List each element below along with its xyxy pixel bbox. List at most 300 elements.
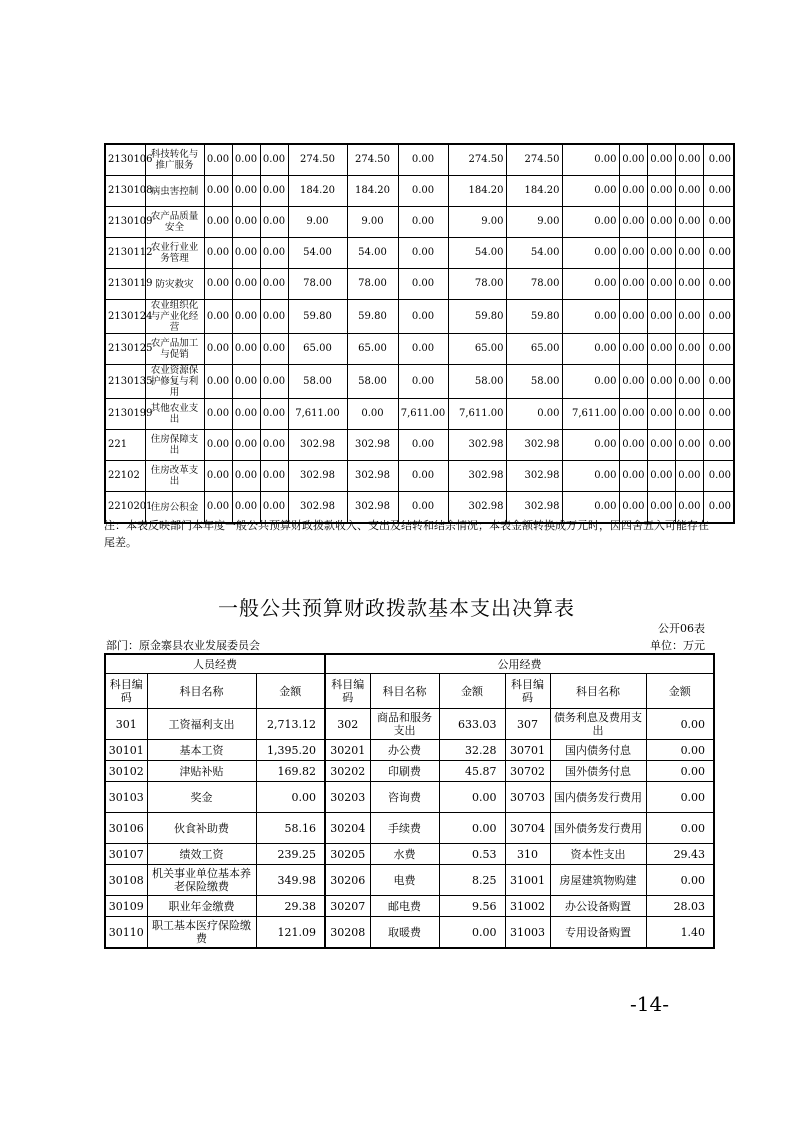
row-name: 病虫害控制	[145, 176, 204, 207]
amount-cell: 0.00	[398, 334, 448, 365]
amount-cell: 0.00	[260, 430, 288, 461]
public-code: 30204	[325, 813, 370, 844]
row-name: 其他农业支出	[145, 399, 204, 430]
row-code: 221	[105, 430, 145, 461]
public-amount: 45.87	[439, 761, 505, 782]
amount-cell: 0.00	[562, 144, 619, 176]
amount-cell: 0.00	[398, 492, 448, 524]
personnel-code: 301	[105, 709, 147, 740]
amount-cell: 0.00	[703, 238, 734, 269]
table-row	[105, 461, 734, 492]
table-row	[105, 896, 714, 917]
public-name: 国内债务付息	[550, 740, 646, 761]
header-code: 科目编码	[325, 674, 370, 709]
amount-cell: 0.00	[398, 238, 448, 269]
amount-cell: 0.00	[675, 207, 703, 238]
amount-cell: 0.00	[232, 461, 260, 492]
amount-cell: 0.00	[647, 430, 675, 461]
amount-cell: 302.98	[347, 430, 398, 461]
public-name: 水费	[370, 844, 439, 865]
public-name: 国内债务发行费用	[550, 782, 646, 813]
amount-cell: 0.00	[232, 399, 260, 430]
amount-cell: 0.00	[562, 461, 619, 492]
personnel-name: 职业年金缴费	[147, 896, 256, 917]
amount-cell: 0.00	[204, 430, 232, 461]
public-amount: 633.03	[439, 709, 505, 740]
public-name: 电费	[370, 865, 439, 896]
public-amount: 0.00	[646, 865, 714, 896]
public-amount: 9.56	[439, 896, 505, 917]
appropriation-detail-table	[104, 143, 735, 524]
basic-expenditure-table	[104, 653, 715, 949]
amount-cell: 302.98	[506, 430, 562, 461]
header-name: 科目名称	[147, 674, 256, 709]
public-name: 商品和服务支出	[370, 709, 439, 740]
row-name: 农业资源保护修复与利用	[145, 365, 204, 399]
amount-cell: 0.00	[675, 399, 703, 430]
amount-cell: 0.00	[232, 492, 260, 524]
public-amount: 29.43	[646, 844, 714, 865]
row-name: 农产品质量安全	[145, 207, 204, 238]
amount-cell: 0.00	[675, 176, 703, 207]
row-code: 2130125	[105, 334, 145, 365]
amount-cell: 0.00	[703, 492, 734, 524]
personnel-amount: 239.25	[256, 844, 325, 865]
public-code: 30205	[325, 844, 370, 865]
table-number: 公开06表	[658, 622, 705, 635]
amount-cell: 0.00	[619, 399, 647, 430]
amount-cell: 0.00	[675, 430, 703, 461]
amount-cell: 0.00	[562, 365, 619, 399]
amount-cell: 58.00	[448, 365, 506, 399]
public-name: 手续费	[370, 813, 439, 844]
amount-cell: 0.00	[398, 144, 448, 176]
amount-cell: 59.80	[448, 300, 506, 334]
personnel-code: 30103	[105, 782, 147, 813]
public-code: 30207	[325, 896, 370, 917]
amount-cell: 0.00	[398, 176, 448, 207]
amount-cell: 0.00	[260, 238, 288, 269]
amount-cell: 0.00	[703, 300, 734, 334]
header-amount: 金额	[439, 674, 505, 709]
header-amount: 金额	[256, 674, 325, 709]
public-code: 31001	[505, 865, 550, 896]
amount-cell: 0.00	[204, 176, 232, 207]
page-number: -14-	[630, 992, 669, 1016]
amount-cell: 0.00	[703, 461, 734, 492]
table-row	[105, 269, 734, 300]
amount-cell: 0.00	[647, 300, 675, 334]
amount-cell: 0.00	[204, 492, 232, 524]
amount-cell: 0.00	[675, 144, 703, 176]
amount-cell: 302.98	[448, 430, 506, 461]
amount-cell: 0.00	[562, 176, 619, 207]
personnel-name: 伙食补助费	[147, 813, 256, 844]
personnel-amount: 121.09	[256, 917, 325, 949]
amount-cell: 0.00	[506, 399, 562, 430]
amount-cell: 0.00	[647, 492, 675, 524]
amount-cell: 0.00	[232, 238, 260, 269]
page-title: 一般公共预算财政拨款基本支出决算表	[218, 596, 575, 620]
table-row	[105, 238, 734, 269]
amount-cell: 0.00	[232, 430, 260, 461]
amount-cell: 54.00	[347, 238, 398, 269]
amount-cell: 0.00	[619, 300, 647, 334]
public-code: 30201	[325, 740, 370, 761]
amount-cell: 0.00	[260, 144, 288, 176]
amount-cell: 0.00	[398, 430, 448, 461]
personnel-code: 30101	[105, 740, 147, 761]
amount-cell: 58.00	[288, 365, 347, 399]
group-header-public: 公用经费	[325, 654, 714, 674]
public-code: 307	[505, 709, 550, 740]
amount-cell: 0.00	[675, 365, 703, 399]
amount-cell: 9.00	[506, 207, 562, 238]
amount-cell: 0.00	[232, 300, 260, 334]
amount-cell: 7,611.00	[288, 399, 347, 430]
amount-cell: 0.00	[703, 269, 734, 300]
amount-cell: 0.00	[232, 176, 260, 207]
amount-cell: 0.00	[260, 334, 288, 365]
table-row	[105, 917, 714, 949]
personnel-amount: 2,713.12	[256, 709, 325, 740]
public-amount: 0.00	[646, 740, 714, 761]
row-code: 2130106	[105, 144, 145, 176]
amount-cell: 0.00	[703, 207, 734, 238]
row-code: 2130124	[105, 300, 145, 334]
public-code: 30703	[505, 782, 550, 813]
amount-cell: 0.00	[647, 365, 675, 399]
amount-cell: 0.00	[562, 492, 619, 524]
public-amount: 0.00	[646, 761, 714, 782]
row-name: 农业行业业务管理	[145, 238, 204, 269]
public-code: 30203	[325, 782, 370, 813]
amount-cell: 0.00	[562, 238, 619, 269]
table-row	[105, 782, 714, 813]
amount-cell: 0.00	[619, 365, 647, 399]
amount-cell: 0.00	[647, 399, 675, 430]
amount-cell: 302.98	[288, 461, 347, 492]
amount-cell: 65.00	[448, 334, 506, 365]
amount-cell: 0.00	[398, 207, 448, 238]
amount-cell: 0.00	[619, 334, 647, 365]
amount-cell: 0.00	[260, 461, 288, 492]
table-row	[105, 399, 734, 430]
personnel-name: 职工基本医疗保险缴费	[147, 917, 256, 949]
amount-cell: 0.00	[204, 144, 232, 176]
amount-cell: 0.00	[204, 300, 232, 334]
amount-cell: 58.00	[506, 365, 562, 399]
amount-cell: 184.20	[448, 176, 506, 207]
personnel-amount: 58.16	[256, 813, 325, 844]
amount-cell: 0.00	[562, 430, 619, 461]
public-name: 债务利息及费用支出	[550, 709, 646, 740]
public-name: 取暖费	[370, 917, 439, 949]
public-code: 310	[505, 844, 550, 865]
public-name: 邮电费	[370, 896, 439, 917]
amount-cell: 0.00	[647, 176, 675, 207]
row-name: 住房改革支出	[145, 461, 204, 492]
amount-cell: 65.00	[288, 334, 347, 365]
amount-cell: 78.00	[506, 269, 562, 300]
personnel-amount: 1,395.20	[256, 740, 325, 761]
public-amount: 0.00	[439, 813, 505, 844]
personnel-name: 津贴补贴	[147, 761, 256, 782]
personnel-amount: 169.82	[256, 761, 325, 782]
amount-cell: 0.00	[232, 207, 260, 238]
amount-cell: 0.00	[675, 269, 703, 300]
amount-cell: 0.00	[619, 430, 647, 461]
amount-cell: 0.00	[232, 269, 260, 300]
amount-cell: 78.00	[448, 269, 506, 300]
amount-cell: 7,611.00	[398, 399, 448, 430]
table-row	[105, 334, 734, 365]
amount-cell: 0.00	[232, 365, 260, 399]
amount-cell: 184.20	[288, 176, 347, 207]
group-header-personnel: 人员经费	[105, 654, 325, 674]
public-code: 31003	[505, 917, 550, 949]
amount-cell: 0.00	[619, 492, 647, 524]
header-code: 科目编码	[105, 674, 147, 709]
personnel-code: 30109	[105, 896, 147, 917]
amount-cell: 0.00	[647, 207, 675, 238]
amount-cell: 0.00	[619, 144, 647, 176]
amount-cell: 0.00	[703, 176, 734, 207]
amount-cell: 0.00	[647, 144, 675, 176]
amount-cell: 58.00	[347, 365, 398, 399]
header-name: 科目名称	[370, 674, 439, 709]
row-name: 农业组织化与产业化经营	[145, 300, 204, 334]
amount-cell: 0.00	[619, 176, 647, 207]
row-code: 2130109	[105, 207, 145, 238]
public-name: 国外债务付息	[550, 761, 646, 782]
header-code: 科目编码	[505, 674, 550, 709]
amount-cell: 0.00	[562, 269, 619, 300]
public-name: 资本性支出	[550, 844, 646, 865]
amount-cell: 0.00	[204, 238, 232, 269]
amount-cell: 302.98	[506, 461, 562, 492]
personnel-code: 30106	[105, 813, 147, 844]
amount-cell: 0.00	[619, 238, 647, 269]
amount-cell: 0.00	[398, 461, 448, 492]
row-code: 2130108	[105, 176, 145, 207]
amount-cell: 0.00	[260, 207, 288, 238]
amount-cell: 9.00	[288, 207, 347, 238]
amount-cell: 54.00	[288, 238, 347, 269]
public-amount: 0.00	[646, 782, 714, 813]
amount-cell: 0.00	[260, 176, 288, 207]
amount-cell: 0.00	[675, 238, 703, 269]
amount-cell: 59.80	[288, 300, 347, 334]
table-row	[105, 761, 714, 782]
table-row	[105, 207, 734, 238]
amount-cell: 0.00	[647, 334, 675, 365]
public-amount: 28.03	[646, 896, 714, 917]
amount-cell: 0.00	[260, 399, 288, 430]
amount-cell: 7,611.00	[562, 399, 619, 430]
amount-cell: 0.00	[204, 207, 232, 238]
table-row	[105, 709, 714, 740]
table-row	[105, 365, 734, 399]
row-name: 住房公积金	[145, 492, 204, 524]
amount-cell: 65.00	[506, 334, 562, 365]
amount-cell: 0.00	[232, 144, 260, 176]
amount-cell: 0.00	[647, 269, 675, 300]
personnel-code: 30108	[105, 865, 147, 896]
amount-cell: 0.00	[260, 492, 288, 524]
amount-cell: 0.00	[703, 430, 734, 461]
table-row	[105, 865, 714, 896]
row-name: 防灾救灾	[145, 269, 204, 300]
amount-cell: 0.00	[647, 461, 675, 492]
amount-cell: 184.20	[347, 176, 398, 207]
public-amount: 0.00	[646, 709, 714, 740]
amount-cell: 0.00	[675, 492, 703, 524]
personnel-code: 30102	[105, 761, 147, 782]
amount-cell: 65.00	[347, 334, 398, 365]
amount-cell: 0.00	[398, 365, 448, 399]
amount-cell: 0.00	[703, 144, 734, 176]
amount-cell: 0.00	[347, 399, 398, 430]
table-row	[105, 430, 734, 461]
amount-cell: 7,611.00	[448, 399, 506, 430]
table-row	[105, 844, 714, 865]
public-amount: 0.00	[439, 782, 505, 813]
personnel-name: 绩效工资	[147, 844, 256, 865]
amount-cell: 0.00	[204, 334, 232, 365]
public-code: 30702	[505, 761, 550, 782]
public-name: 国外债务发行费用	[550, 813, 646, 844]
personnel-name: 基本工资	[147, 740, 256, 761]
row-code: 2210201	[105, 492, 145, 524]
personnel-amount: 29.38	[256, 896, 325, 917]
amount-cell: 59.80	[506, 300, 562, 334]
public-code: 30704	[505, 813, 550, 844]
amount-cell: 0.00	[675, 334, 703, 365]
department-label: 部门：原金寨县农业发展委员会	[106, 639, 260, 652]
public-code: 302	[325, 709, 370, 740]
amount-cell: 78.00	[288, 269, 347, 300]
amount-cell: 0.00	[204, 399, 232, 430]
row-code: 22102	[105, 461, 145, 492]
public-amount: 0.00	[646, 813, 714, 844]
header-name: 科目名称	[550, 674, 646, 709]
amount-cell: 302.98	[347, 492, 398, 524]
amount-cell: 9.00	[448, 207, 506, 238]
row-code: 2130112	[105, 238, 145, 269]
table-row	[105, 176, 734, 207]
amount-cell: 274.50	[448, 144, 506, 176]
personnel-name: 奖金	[147, 782, 256, 813]
personnel-name: 机关事业单位基本养老保险缴费	[147, 865, 256, 896]
amount-cell: 0.00	[398, 269, 448, 300]
amount-cell: 0.00	[703, 334, 734, 365]
amount-cell: 302.98	[506, 492, 562, 524]
public-code: 30202	[325, 761, 370, 782]
table-row	[105, 813, 714, 844]
amount-cell: 0.00	[562, 300, 619, 334]
table-row	[105, 144, 734, 176]
amount-cell: 78.00	[347, 269, 398, 300]
amount-cell: 302.98	[347, 461, 398, 492]
amount-cell: 274.50	[288, 144, 347, 176]
amount-cell: 59.80	[347, 300, 398, 334]
amount-cell: 0.00	[398, 300, 448, 334]
header-amount: 金额	[646, 674, 714, 709]
row-name: 住房保障支出	[145, 430, 204, 461]
public-name: 办公费	[370, 740, 439, 761]
amount-cell: 9.00	[347, 207, 398, 238]
row-code: 2130119	[105, 269, 145, 300]
public-name: 咨询费	[370, 782, 439, 813]
amount-cell: 0.00	[204, 461, 232, 492]
table-footnote: 注：本表反映部门本年度一般公共预算财政拨款收入、支出及结转和结余情况；本表金额转换成万元时，因四舍五入可能存在尾差。	[104, 519, 709, 549]
amount-cell: 302.98	[448, 461, 506, 492]
public-code: 30206	[325, 865, 370, 896]
public-amount: 8.25	[439, 865, 505, 896]
unit-label: 单位：万元	[650, 639, 705, 652]
amount-cell: 0.00	[675, 300, 703, 334]
personnel-code: 30107	[105, 844, 147, 865]
amount-cell: 0.00	[204, 365, 232, 399]
personnel-amount: 349.98	[256, 865, 325, 896]
public-amount: 1.40	[646, 917, 714, 949]
row-code: 2130135	[105, 365, 145, 399]
personnel-code: 30110	[105, 917, 147, 949]
amount-cell: 0.00	[260, 300, 288, 334]
amount-cell: 0.00	[675, 461, 703, 492]
amount-cell: 0.00	[619, 461, 647, 492]
table-row	[105, 740, 714, 761]
amount-cell: 0.00	[562, 334, 619, 365]
amount-cell: 0.00	[703, 365, 734, 399]
amount-cell: 274.50	[506, 144, 562, 176]
row-name: 科技转化与推广服务	[145, 144, 204, 176]
amount-cell: 0.00	[703, 399, 734, 430]
amount-cell: 54.00	[506, 238, 562, 269]
personnel-name: 工资福利支出	[147, 709, 256, 740]
public-name: 印刷费	[370, 761, 439, 782]
public-amount: 0.00	[439, 917, 505, 949]
public-code: 30701	[505, 740, 550, 761]
amount-cell: 302.98	[288, 492, 347, 524]
amount-cell: 0.00	[647, 238, 675, 269]
amount-cell: 184.20	[506, 176, 562, 207]
amount-cell: 302.98	[288, 430, 347, 461]
public-name: 专用设备购置	[550, 917, 646, 949]
public-name: 办公设备购置	[550, 896, 646, 917]
public-code: 31002	[505, 896, 550, 917]
amount-cell: 0.00	[232, 334, 260, 365]
row-name: 农产品加工与促销	[145, 334, 204, 365]
public-amount: 32.28	[439, 740, 505, 761]
amount-cell: 0.00	[619, 269, 647, 300]
public-name: 房屋建筑物购建	[550, 865, 646, 896]
amount-cell: 0.00	[260, 269, 288, 300]
amount-cell: 0.00	[204, 269, 232, 300]
amount-cell: 54.00	[448, 238, 506, 269]
row-code: 2130199	[105, 399, 145, 430]
amount-cell: 0.00	[260, 365, 288, 399]
public-amount: 0.53	[439, 844, 505, 865]
table-row	[105, 300, 734, 334]
amount-cell: 0.00	[619, 207, 647, 238]
public-code: 30208	[325, 917, 370, 949]
amount-cell: 302.98	[448, 492, 506, 524]
personnel-amount: 0.00	[256, 782, 325, 813]
amount-cell: 0.00	[562, 207, 619, 238]
amount-cell: 274.50	[347, 144, 398, 176]
